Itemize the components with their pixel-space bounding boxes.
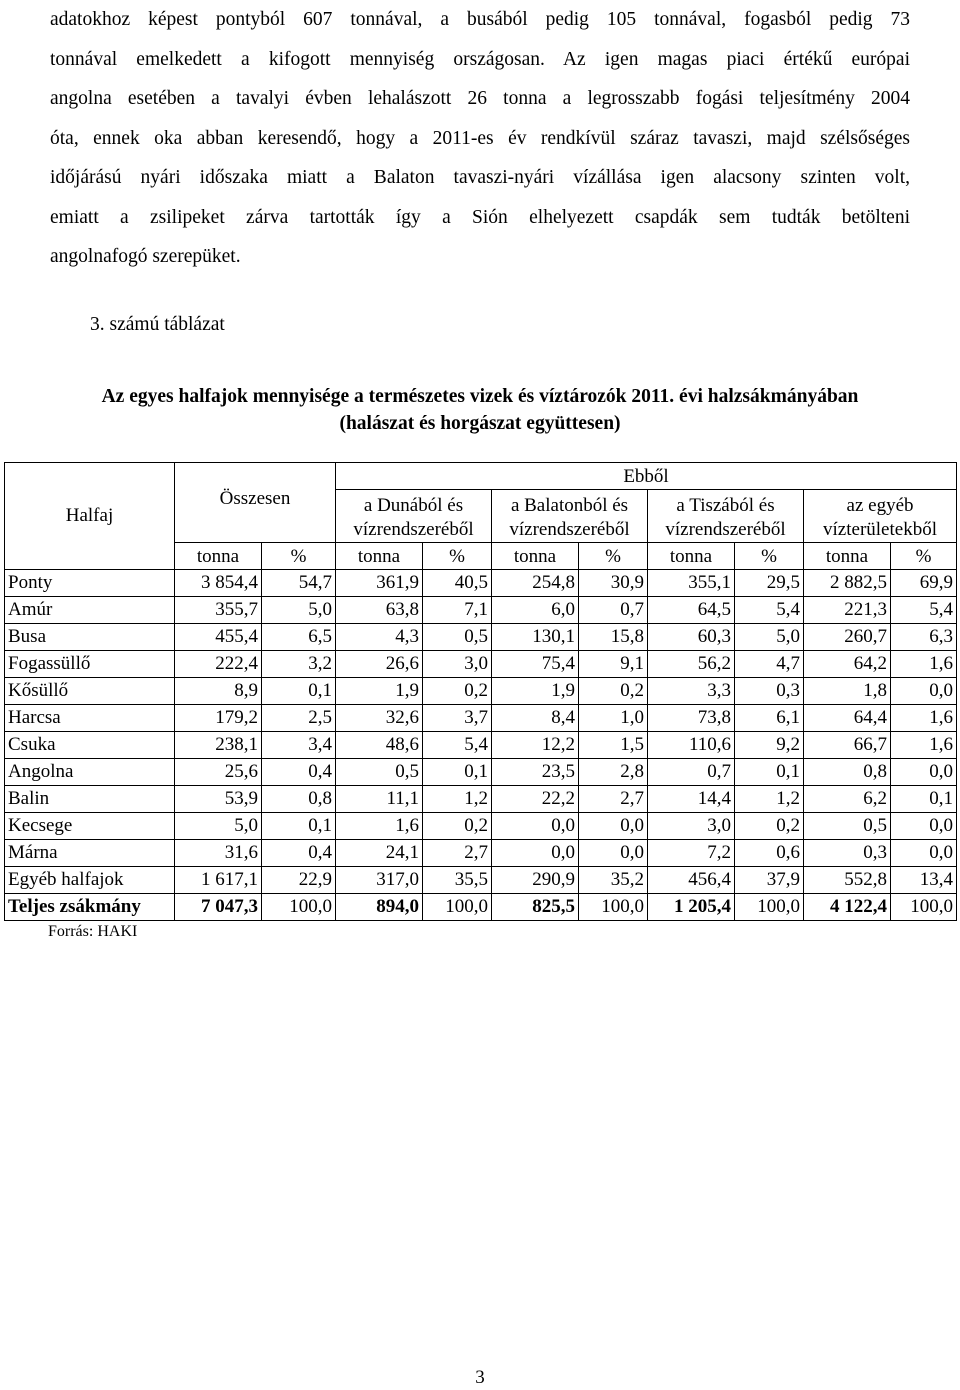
table-cell: 64,5: [648, 597, 735, 624]
table-cell: 12,2: [492, 732, 579, 759]
table-cell: 0,4: [262, 759, 336, 786]
header-group: [492, 490, 648, 543]
header-osszesen: Összesen: [175, 463, 336, 543]
table-cell: 29,5: [735, 570, 804, 597]
table-cell: 0,1: [735, 759, 804, 786]
table-cell: 37,9: [735, 867, 804, 894]
header-group: [804, 490, 957, 543]
table-cell: 0,0: [891, 840, 957, 867]
table-cell: 0,3: [735, 678, 804, 705]
table-cell: 5,4: [423, 732, 492, 759]
table-cell: 7,2: [648, 840, 735, 867]
table-cell: 7,1: [423, 597, 492, 624]
table-cell: 0,0: [492, 813, 579, 840]
table-row: [5, 867, 957, 894]
header-group-line1: a Dunából és: [363, 495, 464, 516]
table-cell: 69,9: [891, 570, 957, 597]
table-cell: 5,0: [262, 597, 336, 624]
table-cell: 130,1: [492, 624, 579, 651]
table-cell: 23,5: [492, 759, 579, 786]
table-cell: 30,9: [579, 570, 648, 597]
row-label: Egyéb halfajok: [5, 867, 175, 894]
row-label: Csuka: [5, 732, 175, 759]
table-cell: 40,5: [423, 570, 492, 597]
table-cell: 1,5: [579, 732, 648, 759]
header-group: [336, 490, 492, 543]
row-label: Kősüllő: [5, 678, 175, 705]
table-cell: 100,0: [423, 894, 492, 921]
source-note: Forrás: HAKI: [48, 923, 138, 940]
header-ebbol: Ebből: [336, 463, 957, 490]
row-label: Angolna: [5, 759, 175, 786]
table-cell: 2,7: [423, 840, 492, 867]
table-cell: 0,5: [804, 813, 891, 840]
table-cell: 0,8: [804, 759, 891, 786]
paragraph-line: tonnával emelkedett a kifogott mennyiség országosan. Az igen magas piaci értékű európai: [50, 48, 910, 70]
header-halfaj: Halfaj: [5, 463, 175, 570]
row-label: Harcsa: [5, 705, 175, 732]
table-cell: 6,2: [804, 786, 891, 813]
table-row: [5, 786, 957, 813]
header-group-line1: a Tiszából és: [676, 495, 775, 516]
header-unit-tonna: tonna: [648, 543, 735, 570]
table-cell: 64,2: [804, 651, 891, 678]
table-cell: 0,5: [423, 624, 492, 651]
table-cell: 110,6: [648, 732, 735, 759]
table-cell: 53,9: [175, 786, 262, 813]
header-unit-tonna: tonna: [175, 543, 262, 570]
table-cell: 100,0: [262, 894, 336, 921]
table-title: Az egyes halfajok mennyisége a természetes vizek és víztározók 2011. évi halzsákmányában: [101, 386, 859, 407]
table-cell: 100,0: [579, 894, 648, 921]
row-label: Márna: [5, 840, 175, 867]
table-cell: 456,4: [648, 867, 735, 894]
paragraph-line: óta, ennek oka abban keresendő, hogy a 2011-es év rendkívül száraz tavaszi, majd szélsőséges: [50, 127, 910, 149]
header-unit-tonna: tonna: [336, 543, 423, 570]
paragraph-line: adatokhoz képest pontyból 607 tonnával, a busából pedig 105 tonnával, fogasból pedig 73: [50, 9, 910, 30]
table-row: [5, 705, 957, 732]
table-cell: 100,0: [735, 894, 804, 921]
table-cell: 2,7: [579, 786, 648, 813]
table-cell: 56,2: [648, 651, 735, 678]
table-cell: 290,9: [492, 867, 579, 894]
table-cell: 361,9: [336, 570, 423, 597]
row-label: Teljes zsákmány: [5, 894, 175, 921]
header-unit-percent: %: [423, 543, 492, 570]
row-label: Amúr: [5, 597, 175, 624]
table-cell: 63,8: [336, 597, 423, 624]
body-paragraph: [50, 0, 910, 277]
table-cell: 825,5: [492, 894, 579, 921]
table-cell: 25,6: [175, 759, 262, 786]
table-row: [5, 732, 957, 759]
header-group-line2: vízterületekből: [823, 519, 937, 540]
table-cell: 31,6: [175, 840, 262, 867]
table-cell: 0,4: [262, 840, 336, 867]
header-group-line2: vízrendszeréből: [353, 519, 474, 540]
table-cell: 54,7: [262, 570, 336, 597]
fish-catch-table: [4, 462, 957, 921]
table-total-row: [5, 894, 957, 921]
header-unit-percent: %: [262, 543, 336, 570]
table-cell: 22,9: [262, 867, 336, 894]
table-cell: 0,0: [492, 840, 579, 867]
table-cell: 5,0: [175, 813, 262, 840]
table-cell: 66,7: [804, 732, 891, 759]
header-unit-tonna: tonna: [492, 543, 579, 570]
row-label: Kecsege: [5, 813, 175, 840]
table-cell: 35,5: [423, 867, 492, 894]
paragraph-line: angolnafogó szerepüket.: [50, 246, 241, 267]
table-cell: 6,3: [891, 624, 957, 651]
table-cell: 0,2: [423, 813, 492, 840]
header-group-line2: vízrendszeréből: [665, 519, 786, 540]
table-cell: 1,2: [735, 786, 804, 813]
header-group-line1: a Balatonból és: [510, 495, 629, 516]
table-row: [5, 651, 957, 678]
table-cell: 179,2: [175, 705, 262, 732]
table-cell: 14,4: [648, 786, 735, 813]
table-cell: 0,7: [648, 759, 735, 786]
table-cell: 0,1: [891, 786, 957, 813]
row-label: Busa: [5, 624, 175, 651]
table-row: [5, 597, 957, 624]
table-cell: 3,7: [423, 705, 492, 732]
table-cell: 0,6: [735, 840, 804, 867]
table-cell: 0,5: [336, 759, 423, 786]
table-cell: 6,5: [262, 624, 336, 651]
page-number: 3: [475, 1367, 485, 1388]
table-cell: 222,4: [175, 651, 262, 678]
table-cell: 0,1: [423, 759, 492, 786]
table-cell: 26,6: [336, 651, 423, 678]
table-cell: 4 122,4: [804, 894, 891, 921]
table-cell: 6,0: [492, 597, 579, 624]
table-subtitle: (halászat és horgászat együttesen): [339, 413, 621, 434]
paragraph-line: emiatt a zsilipeket zárva tartották így a Sión elhelyezett csapdák sem tudták betölteni: [50, 206, 910, 228]
table-cell: 75,4: [492, 651, 579, 678]
table-cell: 0,2: [423, 678, 492, 705]
table-cell: 3,0: [648, 813, 735, 840]
table-cell: 1,9: [336, 678, 423, 705]
table-cell: 3,0: [423, 651, 492, 678]
table-cell: 4,7: [735, 651, 804, 678]
table-cell: 0,0: [891, 678, 957, 705]
table-cell: 0,0: [579, 813, 648, 840]
table-cell: 1,2: [423, 786, 492, 813]
table-cell: 0,0: [891, 813, 957, 840]
row-label: Ponty: [5, 570, 175, 597]
table-cell: 11,1: [336, 786, 423, 813]
table-cell: 1,6: [891, 651, 957, 678]
table-cell: 4,3: [336, 624, 423, 651]
table-cell: 221,3: [804, 597, 891, 624]
table-cell: 24,1: [336, 840, 423, 867]
table-cell: 260,7: [804, 624, 891, 651]
table-cell: 3,2: [262, 651, 336, 678]
table-cell: 9,1: [579, 651, 648, 678]
row-label: Fogassüllő: [5, 651, 175, 678]
table-cell: 0,2: [735, 813, 804, 840]
table-cell: 100,0: [891, 894, 957, 921]
table-cell: 73,8: [648, 705, 735, 732]
table-cell: 2 882,5: [804, 570, 891, 597]
table-row: [5, 570, 957, 597]
table-cell: 0,0: [579, 840, 648, 867]
table-cell: 3,3: [648, 678, 735, 705]
table-row: [5, 678, 957, 705]
table-cell: 0,2: [579, 678, 648, 705]
table-row: [5, 840, 957, 867]
table-cell: 552,8: [804, 867, 891, 894]
header-group-line1: az egyéb: [846, 495, 914, 516]
header-unit-percent: %: [579, 543, 648, 570]
table-cell: 15,8: [579, 624, 648, 651]
table-cell: 1,6: [891, 732, 957, 759]
table-row: [5, 759, 957, 786]
table-cell: 3,4: [262, 732, 336, 759]
header-unit-percent: %: [735, 543, 804, 570]
table-cell: 1,0: [579, 705, 648, 732]
header-unit-tonna: tonna: [804, 543, 891, 570]
table-cell: 0,3: [804, 840, 891, 867]
table-cell: 32,6: [336, 705, 423, 732]
table-cell: 60,3: [648, 624, 735, 651]
table-cell: 22,2: [492, 786, 579, 813]
table-cell: 64,4: [804, 705, 891, 732]
table-cell: 5,0: [735, 624, 804, 651]
table-row: [5, 813, 957, 840]
table-cell: 238,1: [175, 732, 262, 759]
table-cell: 3 854,4: [175, 570, 262, 597]
table-cell: 35,2: [579, 867, 648, 894]
table-cell: 9,2: [735, 732, 804, 759]
table-cell: 894,0: [336, 894, 423, 921]
paragraph-line: időjárású nyári időszaka miatt a Balaton tavaszi-nyári vízállása igen alacsony szinten volt,: [50, 167, 910, 188]
header-group: [648, 490, 804, 543]
header-unit-percent: %: [891, 543, 957, 570]
table-cell: 13,4: [891, 867, 957, 894]
table-cell: 254,8: [492, 570, 579, 597]
table-cell: 7 047,3: [175, 894, 262, 921]
table-cell: 0,7: [579, 597, 648, 624]
table-cell: 0,1: [262, 678, 336, 705]
table-cell: 1,8: [804, 678, 891, 705]
table-cell: 1,6: [336, 813, 423, 840]
table-label: 3. számú táblázat: [90, 314, 225, 335]
table-cell: 455,4: [175, 624, 262, 651]
table-cell: 355,1: [648, 570, 735, 597]
row-label: Balin: [5, 786, 175, 813]
table-cell: 0,8: [262, 786, 336, 813]
table-cell: 1,9: [492, 678, 579, 705]
table-cell: 0,0: [891, 759, 957, 786]
table-cell: 317,0: [336, 867, 423, 894]
table-cell: 48,6: [336, 732, 423, 759]
header-group-line2: vízrendszeréből: [509, 519, 630, 540]
table-cell: 2,5: [262, 705, 336, 732]
table-cell: 5,4: [735, 597, 804, 624]
table-cell: 6,1: [735, 705, 804, 732]
table-row: [5, 624, 957, 651]
table-cell: 8,4: [492, 705, 579, 732]
table-cell: 1 205,4: [648, 894, 735, 921]
table-cell: 0,1: [262, 813, 336, 840]
table-cell: 2,8: [579, 759, 648, 786]
table-cell: 8,9: [175, 678, 262, 705]
paragraph-line: angolna esetében a tavalyi évben lehalászott 26 tonna a legrosszabb fogási teljesítmény 2004: [50, 88, 910, 109]
table-cell: 5,4: [891, 597, 957, 624]
table-cell: 1,6: [891, 705, 957, 732]
table-cell: 1 617,1: [175, 867, 262, 894]
table-cell: 355,7: [175, 597, 262, 624]
